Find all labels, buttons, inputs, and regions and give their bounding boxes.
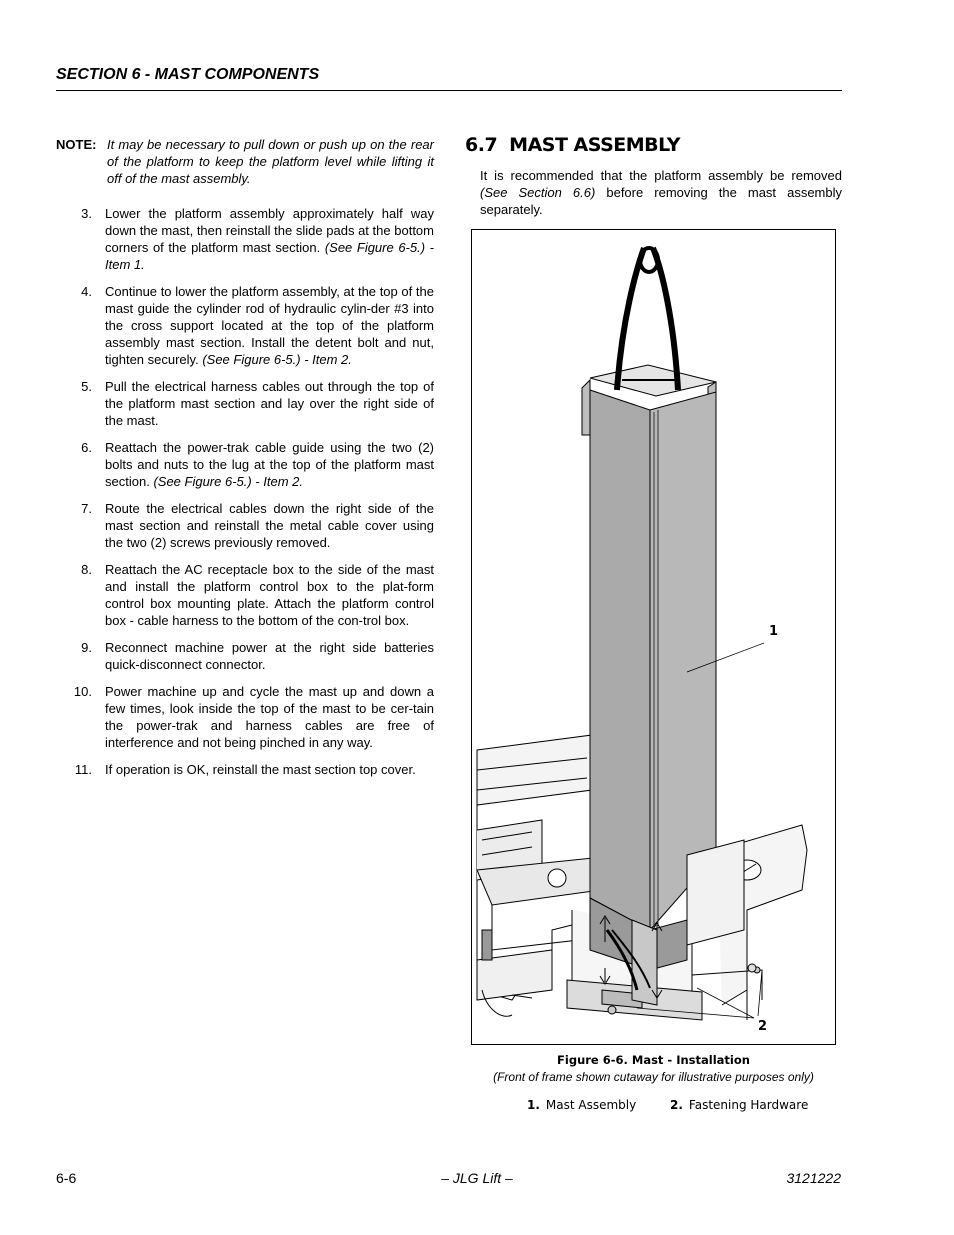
step-11 (56, 761, 434, 778)
legend-label: Fastening Hardware (688, 1098, 809, 1112)
section-intro (480, 167, 842, 218)
legend-number: 2. (670, 1098, 683, 1112)
intro-text: It is recommended that the platform assembly be removed (480, 168, 842, 183)
step-number: 4. (81, 284, 92, 299)
step-text: Pull the electrical harness cables out through the top of the platform mast section and lay over the right side of the mast. (105, 379, 434, 428)
step-text: Reattach the AC receptacle box to the side of the mast and install the platform control box to the plat-form control box mounting plate. Attach the platform control box - cable harness to the bottom of the con-trol box. (105, 562, 434, 628)
step-10 (56, 683, 434, 751)
intro-reference: (See Section 6.6) (480, 185, 596, 200)
step-reference: (See Figure 6-5.) - Item 2. (153, 474, 303, 489)
legend-label: Mast Assembly (545, 1098, 637, 1112)
step-text: Reattach the power-trak cable guide using the two (2) bolts and nuts to the lug at the top of the platform mast section. (105, 440, 434, 489)
step-9 (56, 639, 434, 673)
callout-1: 1 (769, 624, 779, 639)
step-text: Power machine up and cycle the mast up and down a few times, look inside the top of the mast to be cer-tain the power-trak and harness cables are free of interference and not being pinched in any way. (105, 684, 434, 750)
note-block (56, 136, 434, 187)
procedure-steps (56, 205, 434, 788)
step-text: If operation is OK, reinstall the mast section top cover. (105, 762, 416, 777)
header-rule (56, 90, 842, 91)
step-5 (56, 378, 434, 429)
section-header: SECTION 6 - MAST COMPONENTS (56, 66, 320, 83)
step-number: 9. (81, 640, 92, 655)
step-6 (56, 439, 434, 490)
section-title: MAST ASSEMBLY (509, 134, 681, 156)
section-number: 6.7 (465, 134, 498, 156)
legend-item-2 (670, 1098, 808, 1112)
step-reference: (See Figure 6-5.) - Item 2. (202, 352, 352, 367)
legend-item-1 (527, 1098, 636, 1112)
step-7 (56, 500, 434, 551)
step-number: 6. (81, 440, 92, 455)
intro-text-end: before removing the mast assembly separately. (480, 185, 842, 217)
page-number: 6-6 (56, 1170, 77, 1186)
step-number: 3. (81, 206, 92, 221)
caption-title: Figure 6-6. Mast - Installation (557, 1053, 750, 1067)
document-number: 3121222 (786, 1170, 841, 1186)
step-number: 5. (81, 379, 92, 394)
caption-subtitle: (Front of frame shown cutaway for illustrative purposes only) (493, 1070, 814, 1084)
step-number: 8. (81, 562, 92, 577)
step-number: 11. (74, 762, 92, 777)
mast-assembly (582, 248, 744, 1005)
footer-brand: – JLG Lift – (441, 1170, 513, 1186)
figure-caption (471, 1052, 836, 1086)
step-text: Lower the platform assembly approximately half way down the mast, then reinstall the slide pads at the bottom corners of the platform mast section. (105, 206, 434, 255)
step-number: 7. (81, 501, 92, 516)
step-text: Reconnect machine power at the right side batteries quick-disconnect connector. (105, 640, 434, 672)
note-label: NOTE: (56, 137, 97, 152)
callout-2: 2 (758, 1019, 768, 1034)
step-reference: (See Figure 6-5.) - Item 1. (105, 240, 434, 272)
mast-installation-figure (471, 229, 836, 1045)
step-3 (56, 205, 434, 273)
legend-number: 1. (527, 1098, 540, 1112)
step-text: Route the electrical cables down the right side of the mast section and reinstall the metal cable cover using the two (2) screws previously removed. (105, 501, 434, 550)
step-number: 10. (73, 684, 92, 699)
section-heading (465, 134, 680, 156)
mast-illustration (472, 230, 835, 1044)
step-text: Continue to lower the platform assembly, at the top of the mast guide the cylinder rod of hydraulic cylin-der #3 into the cross support located at the top of the platform assembly mast section. Install the detent bolt and nut, tighten securely. (105, 284, 434, 367)
step-8 (56, 561, 434, 629)
note-text: It may be necessary to pull down or push up on the rear of the platform to keep the platform level while lifting it off of the mast assembly. (107, 137, 434, 186)
step-4 (56, 283, 434, 368)
